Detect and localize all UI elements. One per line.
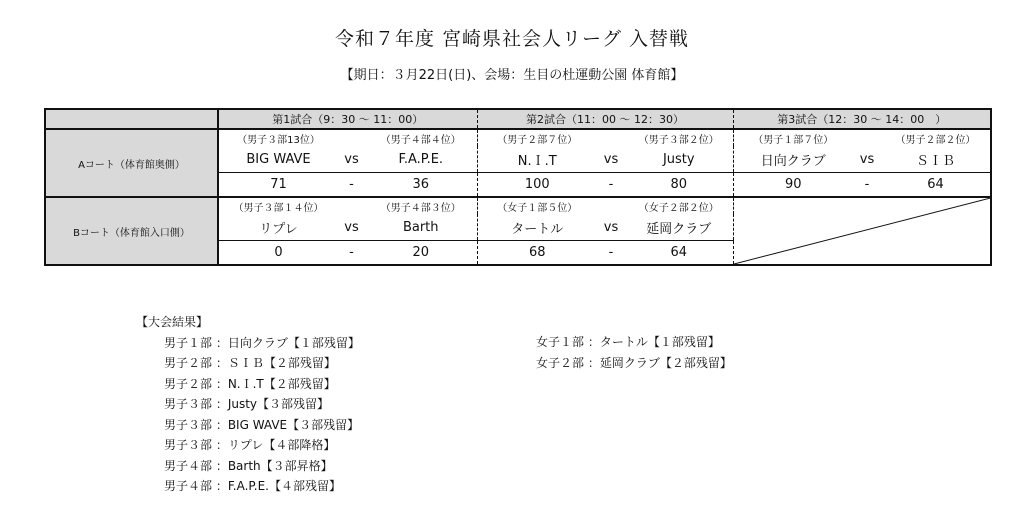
a2-team2: Justy <box>625 146 733 173</box>
results-women-section <box>536 332 732 373</box>
court-b-label: Bコート（体育館入口側） <box>45 197 218 265</box>
a2-rank2: （男子３部２位） <box>625 129 733 146</box>
b1-score2: 20 <box>365 241 477 266</box>
b2-team2: 延岡クラブ <box>625 214 733 241</box>
a2-dash: - <box>597 173 625 198</box>
result-item: 男子４部 ：F.A.P.E.【４部残留】 <box>164 479 341 493</box>
a3-team1: 日向クラブ <box>760 153 826 169</box>
empty-slot-slash <box>733 197 991 265</box>
results-section <box>136 312 360 497</box>
game1-header: 第1試合（9：30 ～ 11：00） <box>218 109 477 129</box>
a2-rank1: （男子２部７位） <box>497 134 578 146</box>
a3-score1: 90 <box>733 173 853 198</box>
result-item: 男子２部 ：N.Ｉ.T【２部残留】 <box>164 376 336 391</box>
result-item: 男子３部 ：BIG WAVE【３部残留】 <box>164 417 360 432</box>
court-b-rank-row <box>45 197 991 214</box>
result-item: 男子１部 ：日向クラブ【１部残留】 <box>164 335 360 350</box>
b2-score2: 64 <box>625 241 733 266</box>
a2-team1: N.Ｉ.T <box>517 153 557 169</box>
result-item: 男子４部 ：Barth【３部昇格】 <box>164 458 333 473</box>
b2-dash: - <box>597 241 625 266</box>
b1-vs: vs <box>344 219 359 235</box>
a1-score2: 36 <box>365 173 477 198</box>
a2-score2: 80 <box>625 173 733 198</box>
result-item: 男子３部 ：Justy【３部残留】 <box>164 397 330 411</box>
b2-score1: 68 <box>477 241 597 266</box>
result-item: 男子２部 ：ＳＩＢ【２部残留】 <box>164 356 336 370</box>
a3-rank2: （男子２部２位） <box>895 134 976 146</box>
a3-rank1: （男子１部７位） <box>753 134 834 146</box>
b1-rank1: （男子３部１４位） <box>233 202 324 214</box>
b1-dash: - <box>338 241 365 266</box>
page-subtitle: 【期日：３月22日(日)、会場：生目の杜運動公園 体育館】 <box>340 68 684 83</box>
a3-score2: 64 <box>881 173 991 198</box>
results-heading: 【大会結果】 <box>136 315 209 329</box>
header-blank-cell <box>45 109 218 129</box>
game3-header: 第3試合（12：30 ～ 14：00 ） <box>733 109 991 129</box>
a1-vs: vs <box>344 151 359 167</box>
a1-score1: 71 <box>218 173 338 198</box>
diagonal-slash-icon <box>734 198 991 264</box>
a2-score1: 100 <box>477 173 597 198</box>
a1-dash: - <box>338 173 365 198</box>
a1-team2: F.A.P.E. <box>365 146 477 173</box>
b1-score1: 0 <box>218 241 338 266</box>
a3-team2: ＳＩＢ <box>916 153 956 169</box>
match-schedule-table <box>44 108 992 266</box>
result-item: 女子１部 ：タートル【１部残留】 <box>536 335 720 349</box>
a3-dash: - <box>853 173 881 198</box>
b1-rank2: （男子４部３位） <box>365 197 477 214</box>
b2-team1: タートル <box>511 221 564 237</box>
court-a-rank-row <box>45 129 991 146</box>
result-item: 男子３部 ：リプレ【４部降格】 <box>164 438 336 452</box>
a1-rank2: （男子４部４位） <box>365 129 477 146</box>
b2-rank1: （女子１部５位） <box>497 202 578 214</box>
page-title: 令和７年度 宮崎県社会人リーグ 入替戦 <box>334 28 690 50</box>
a3-vs: vs <box>859 151 875 167</box>
a1-team1: BIG WAVE <box>246 151 311 167</box>
game2-header: 第2試合（11：00 ～ 12：30） <box>477 109 733 129</box>
header-row <box>45 109 991 129</box>
b1-team1: リプレ <box>259 221 298 237</box>
a1-rank1: （男子３部13位） <box>237 134 320 146</box>
b1-team2: Barth <box>365 214 477 241</box>
b2-vs: vs <box>603 219 619 235</box>
result-item: 女子２部 ：延岡クラブ【２部残留】 <box>536 355 732 370</box>
court-a-label: Aコート（体育館奥側） <box>45 129 218 197</box>
b2-rank2: （女子２部２位） <box>625 197 733 214</box>
a2-vs: vs <box>603 151 619 167</box>
